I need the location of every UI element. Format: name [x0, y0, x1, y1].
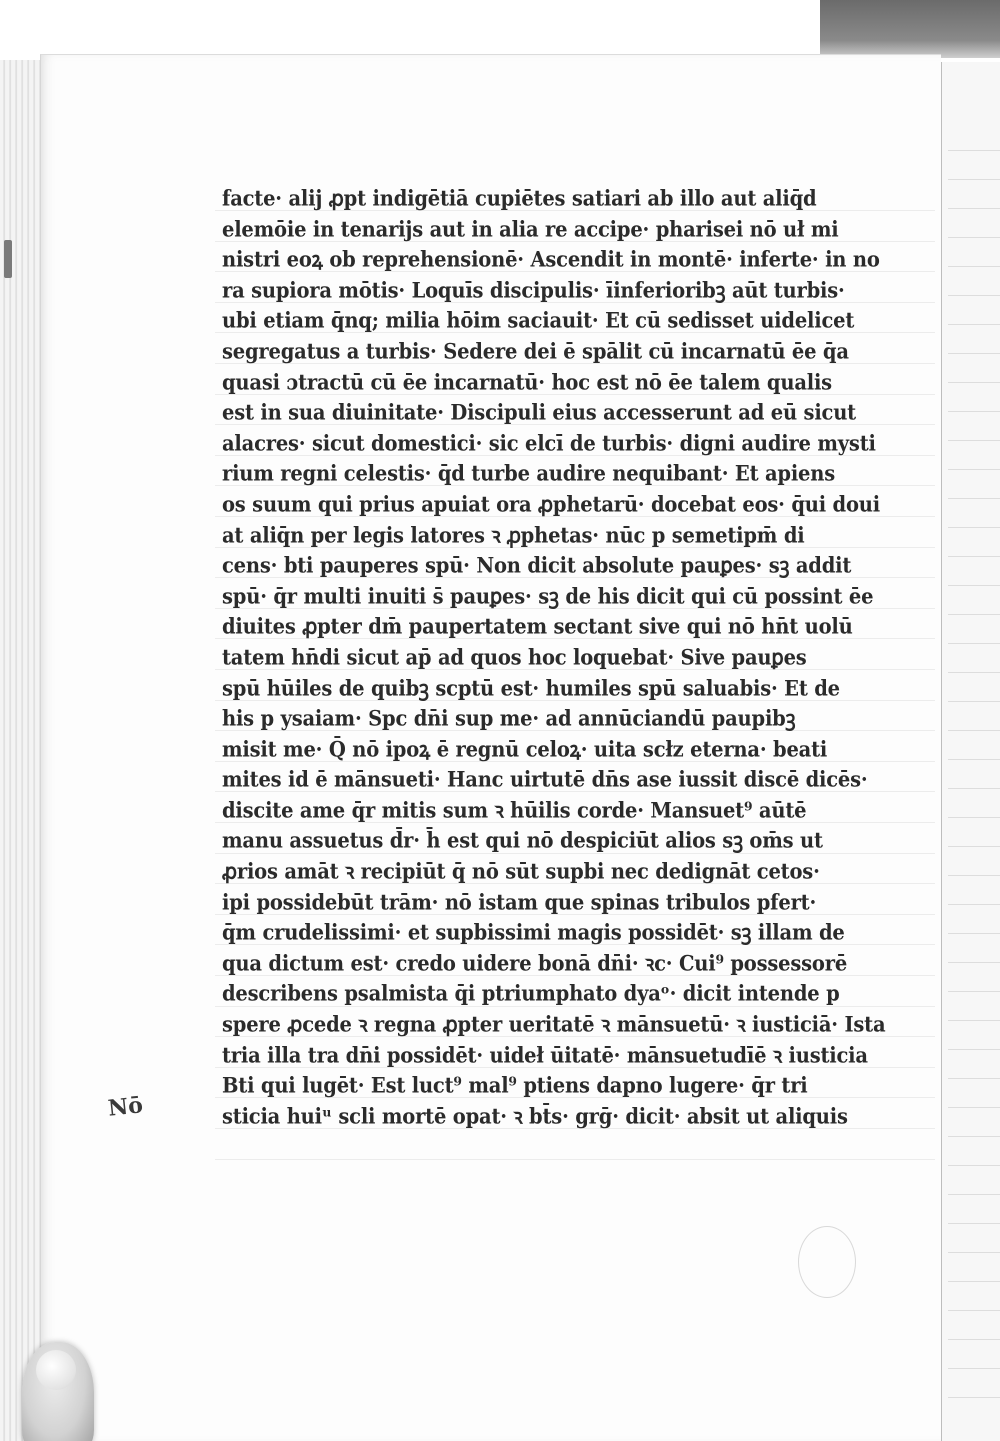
facing-rule: [948, 846, 1000, 847]
text-line: segregatus a turbis· Sedere dei ē spālit cū incarnatū ēe q̄a: [222, 338, 849, 364]
book-cover-edge: [820, 0, 1000, 58]
text-line: spere ꝓcede ꝛ regna ꝓpter ueritatē ꝛ mānsuetū· ꝛ iusticiā· Ista: [222, 1012, 886, 1037]
facing-rule: [948, 991, 1000, 992]
margin-note: Nō: [106, 1092, 145, 1122]
text-line: elemōie in tenarijs aut in alia re accipe· pharisei nō uł mi: [222, 216, 839, 242]
facing-rule: [948, 962, 1000, 963]
text-line: misit me· Q̄ nō ipoꝝ ē regnū celoꝝ· uita scłz eterna· beati: [222, 736, 828, 762]
text-line: sticia huiᵘ scli mortē opat· ꝛ bt̄s· grḡ· dicit· absit ut aliquis: [222, 1103, 848, 1129]
text-line: ubi etiam q̄nq; milia hōim saciauit· Et cū sedisset uidelicet: [222, 308, 855, 334]
text-line: describens psalmista q̄i ptriumphato dyaᵒ· dicit intende p: [222, 981, 840, 1007]
facing-rule: [948, 1252, 1000, 1253]
facing-rule: [948, 382, 1000, 383]
facing-rule: [948, 1020, 1000, 1021]
text-line: discite ame q̄r mitis sum ꝛ hūilis corde· Mansuet⁹ aūtē: [222, 797, 807, 823]
facing-rule: [948, 1310, 1000, 1311]
facing-rule: [948, 498, 1000, 499]
text-line: spū hūiles de quibꝫ scptū est· humiles spū saluabis· Et de: [222, 675, 840, 701]
facing-rule: [948, 1107, 1000, 1108]
facing-rule: [948, 614, 1000, 615]
text-line: quasi ɔtractū cū ēe incarnatū· hoc est nō ēe talem qualis: [222, 369, 832, 395]
text-line: facte· alij ꝓpt indigētiā cupiētes satiari ab illo aut aliq̄d: [222, 186, 817, 211]
facing-rule: [948, 904, 1000, 905]
text-line: ipi possidebūt trām· nō istam que spinas tribulos pfert·: [222, 889, 817, 915]
page-tab-marker: [4, 240, 12, 278]
facing-rule: [948, 295, 1000, 296]
text-line: tatem hn̄di sicut ap̄ ad quos hoc loquebat· Sive pauꝑes: [222, 644, 807, 670]
facing-rule: [948, 585, 1000, 586]
text-line: diuites ꝓpter dm̄ paupertatem sectant sive qui nō hn̄t uolū: [222, 614, 853, 640]
facing-rule: [948, 1223, 1000, 1224]
facing-rule: [948, 440, 1000, 441]
text-line: Bti qui lugēt· Est luct⁹ mal⁹ ptiens dapno lugere· q̄r tri: [222, 1073, 808, 1099]
text-line: qua dictum est· credo uidere bonā dn̄i· ꝛc· Cui⁹ possessorē: [222, 950, 848, 976]
facing-rule: [948, 1049, 1000, 1050]
facing-rule: [948, 556, 1000, 557]
text-line: mites id ē mānsueti· Hanc uirtutē dn̄s ase iussit discē dicēs·: [222, 767, 868, 793]
facing-rule: [948, 208, 1000, 209]
facing-rule: [948, 759, 1000, 760]
text-line: q̄m crudelissimi· et supbissimi magis possidēt· sꝫ illam de: [222, 920, 845, 946]
facing-rule: [948, 1281, 1000, 1282]
facing-page-strip: [940, 62, 1000, 1441]
facing-rule: [948, 1078, 1000, 1079]
facing-rule: [948, 730, 1000, 731]
text-line: alacres· sicut domestici· sic elcī de turbis· digni audire mysti: [222, 430, 876, 456]
text-line: tria illa tra dn̄i possidēt· uideł ūitatē· mānsuetudīē ꝛ iusticia: [222, 1042, 868, 1068]
ruled-line: [215, 1159, 935, 1160]
facing-rule: [948, 1136, 1000, 1137]
facing-rule: [948, 643, 1000, 644]
text-line: os suum qui prius apuiat ora ꝓphetarū· docebat eos· q̄ui doui: [222, 491, 880, 517]
text-line: rium regni celestis· q̄d turbe audire nequibant· Et apiens: [222, 461, 836, 487]
text-line: at aliq̄n per legis latores ꝛ ꝓphetas· nūc p semetipm̄ di: [222, 522, 805, 548]
facing-rule: [948, 1165, 1000, 1166]
text-line: ꝓrios amāt ꝛ recipiūt q̄ nō sūt supbi nec dedignāt cetos·: [222, 859, 820, 884]
facing-rule: [948, 266, 1000, 267]
facing-rule: [948, 411, 1000, 412]
facing-rule: [948, 875, 1000, 876]
text-line: cens· bti pauperes spū· Non dicit absolute pauꝑes· sꝫ addit: [222, 553, 852, 578]
facing-rule: [948, 672, 1000, 673]
text-line: nistri eoꝝ ob reprehensionē· Ascendit in montē· inferte· in no: [222, 247, 880, 273]
facing-rule: [948, 788, 1000, 789]
facing-rule: [948, 1368, 1000, 1369]
facing-rule: [948, 1194, 1000, 1195]
fingernail: [36, 1350, 76, 1390]
facing-rule: [948, 150, 1000, 151]
facing-rule: [948, 353, 1000, 354]
facing-rule: [948, 469, 1000, 470]
text-line: est in sua diuinitate· Discipuli eius accesserunt ad eū sicut: [222, 400, 856, 426]
text-column: [222, 184, 914, 1132]
facing-rule: [948, 527, 1000, 528]
paper-stain: [798, 1226, 856, 1298]
facing-rule: [948, 237, 1000, 238]
facing-rule: [948, 1339, 1000, 1340]
facing-rule: [948, 817, 1000, 818]
facing-rule: [948, 933, 1000, 934]
text-line: ra supiora mōtis· Loquīs discipulis· īinferioribꝫ aūt turbis·: [222, 277, 845, 303]
text-line: manu assuetus d̄r· h̄ est qui nō despiciūt alios sꝫ om̄s ut: [222, 828, 823, 854]
facing-rule: [948, 701, 1000, 702]
text-line: spū· q̄r multi inuiti s̄ pauꝑes· sꝫ de his dicit qui cū possint ēe: [222, 583, 874, 609]
text-line: his p ysaiam· Spc dn̄i sup me· ad annūciandū paupibꝫ: [222, 706, 796, 731]
facing-rule: [948, 324, 1000, 325]
facing-rule: [948, 179, 1000, 180]
facing-rule: [948, 1397, 1000, 1398]
